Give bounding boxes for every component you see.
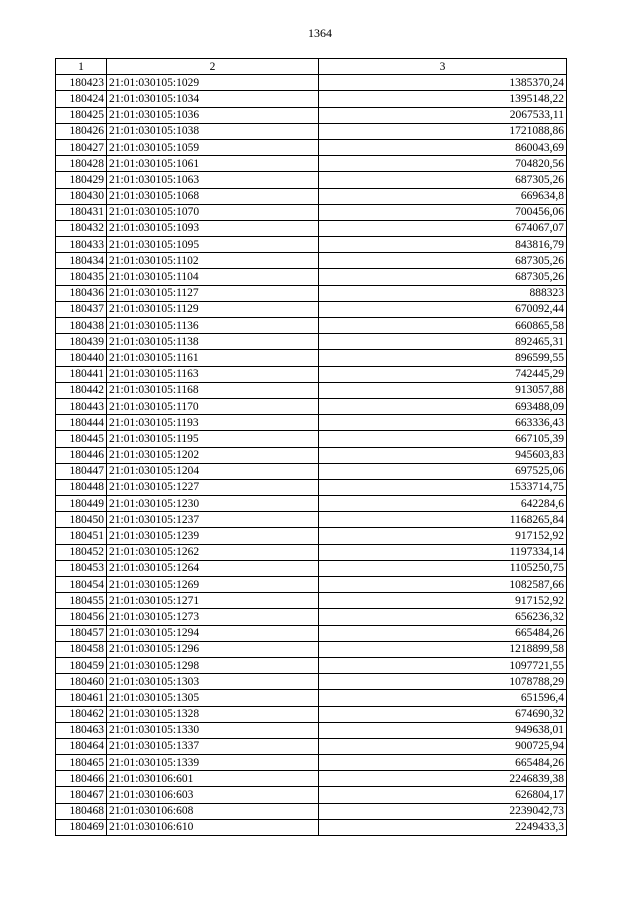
cadastral-number: 21:01:030105:1239 xyxy=(107,528,319,544)
cadastral-value: 1082587,66 xyxy=(319,577,567,593)
cadastral-number: 21:01:030105:1036 xyxy=(107,107,319,123)
cadastral-value: 665484,26 xyxy=(319,755,567,771)
row-number: 180434 xyxy=(56,253,107,269)
table-row xyxy=(56,738,567,754)
row-number: 180427 xyxy=(56,139,107,155)
table-row xyxy=(56,172,567,188)
cadastral-value: 2239042,73 xyxy=(319,803,567,819)
table-row xyxy=(56,771,567,787)
cadastral-value: 1721088,86 xyxy=(319,123,567,139)
table-row xyxy=(56,544,567,560)
table-row xyxy=(56,366,567,382)
row-number: 180437 xyxy=(56,301,107,317)
row-number: 180429 xyxy=(56,172,107,188)
cadastral-value: 656236,32 xyxy=(319,609,567,625)
table-row xyxy=(56,188,567,204)
cadastral-number: 21:01:030105:1294 xyxy=(107,625,319,641)
row-number: 180435 xyxy=(56,269,107,285)
cadastral-value: 626804,17 xyxy=(319,787,567,803)
row-number: 180454 xyxy=(56,577,107,593)
row-number: 180440 xyxy=(56,350,107,366)
table-row xyxy=(56,479,567,495)
cadastral-number: 21:01:030105:1204 xyxy=(107,463,319,479)
cadastral-value: 900725,94 xyxy=(319,738,567,754)
table-row xyxy=(56,657,567,673)
cadastral-number: 21:01:030105:1095 xyxy=(107,237,319,253)
table-row xyxy=(56,577,567,593)
cadastral-number: 21:01:030105:1273 xyxy=(107,609,319,625)
cadastral-value: 917152,92 xyxy=(319,593,567,609)
table-row xyxy=(56,204,567,220)
cadastral-value: 1168265,84 xyxy=(319,512,567,528)
cadastral-value: 687305,26 xyxy=(319,253,567,269)
cadastral-number: 21:01:030105:1127 xyxy=(107,285,319,301)
row-number: 180469 xyxy=(56,819,107,835)
cadastral-value: 2249433,3 xyxy=(319,819,567,835)
row-number: 180457 xyxy=(56,625,107,641)
row-number: 180461 xyxy=(56,690,107,706)
row-number: 180432 xyxy=(56,220,107,236)
table-row xyxy=(56,415,567,431)
table-row xyxy=(56,674,567,690)
cadastral-value: 697525,06 xyxy=(319,463,567,479)
row-number: 180456 xyxy=(56,609,107,625)
cadastral-value: 892465,31 xyxy=(319,334,567,350)
cadastral-number: 21:01:030105:1104 xyxy=(107,269,319,285)
cadastral-value: 663336,43 xyxy=(319,415,567,431)
cadastral-value: 669634,8 xyxy=(319,188,567,204)
cadastral-number: 21:01:030105:1136 xyxy=(107,318,319,334)
cadastral-value: 917152,92 xyxy=(319,528,567,544)
cadastral-number: 21:01:030105:1328 xyxy=(107,706,319,722)
cadastral-value: 700456,06 xyxy=(319,204,567,220)
cadastral-value: 896599,55 xyxy=(319,350,567,366)
cadastral-value: 843816,79 xyxy=(319,237,567,253)
row-number: 180467 xyxy=(56,787,107,803)
cadastral-number: 21:01:030105:1063 xyxy=(107,172,319,188)
row-number: 180428 xyxy=(56,156,107,172)
cadastral-number: 21:01:030105:1262 xyxy=(107,544,319,560)
row-number: 180453 xyxy=(56,560,107,576)
row-number: 180448 xyxy=(56,479,107,495)
cadastral-number: 21:01:030105:1296 xyxy=(107,641,319,657)
table-row xyxy=(56,269,567,285)
row-number: 180444 xyxy=(56,415,107,431)
cadastral-number: 21:01:030105:1038 xyxy=(107,123,319,139)
row-number: 180462 xyxy=(56,706,107,722)
cadastral-value: 913057,88 xyxy=(319,382,567,398)
row-number: 180464 xyxy=(56,738,107,754)
cadastral-number: 21:01:030105:1271 xyxy=(107,593,319,609)
row-number: 180458 xyxy=(56,641,107,657)
cadastral-value: 860043,69 xyxy=(319,139,567,155)
cadastral-number: 21:01:030105:1227 xyxy=(107,479,319,495)
cadastral-number: 21:01:030105:1034 xyxy=(107,91,319,107)
row-number: 180423 xyxy=(56,75,107,91)
cadastral-number: 21:01:030105:1129 xyxy=(107,301,319,317)
cadastral-value: 670092,44 xyxy=(319,301,567,317)
table-row xyxy=(56,382,567,398)
table-body xyxy=(56,75,567,836)
row-number: 180431 xyxy=(56,204,107,220)
cadastral-number: 21:01:030105:1170 xyxy=(107,398,319,414)
cadastral-number: 21:01:030106:603 xyxy=(107,787,319,803)
cadastral-number: 21:01:030105:1061 xyxy=(107,156,319,172)
cadastral-number: 21:01:030106:610 xyxy=(107,819,319,835)
table-row xyxy=(56,463,567,479)
cadastral-value: 651596,4 xyxy=(319,690,567,706)
table-row xyxy=(56,431,567,447)
cadastral-value: 665484,26 xyxy=(319,625,567,641)
table-header-row xyxy=(56,59,567,75)
row-number: 180426 xyxy=(56,123,107,139)
cadastral-value: 667105,39 xyxy=(319,431,567,447)
table-row xyxy=(56,803,567,819)
table-row xyxy=(56,625,567,641)
cadastral-value: 888323 xyxy=(319,285,567,301)
row-number: 180424 xyxy=(56,91,107,107)
table-row xyxy=(56,690,567,706)
cadastral-number: 21:01:030105:1195 xyxy=(107,431,319,447)
row-number: 180450 xyxy=(56,512,107,528)
row-number: 180455 xyxy=(56,593,107,609)
cadastral-value: 1218899,58 xyxy=(319,641,567,657)
table-row xyxy=(56,350,567,366)
row-number: 180449 xyxy=(56,496,107,512)
cadastral-value: 1533714,75 xyxy=(319,479,567,495)
table-row xyxy=(56,706,567,722)
row-number: 180443 xyxy=(56,398,107,414)
cadastral-number: 21:01:030105:1070 xyxy=(107,204,319,220)
cadastral-number: 21:01:030105:1163 xyxy=(107,366,319,382)
cadastral-value: 1395148,22 xyxy=(319,91,567,107)
table-row xyxy=(56,447,567,463)
table-row xyxy=(56,285,567,301)
table-row xyxy=(56,156,567,172)
row-number: 180460 xyxy=(56,674,107,690)
table-row xyxy=(56,123,567,139)
row-number: 180447 xyxy=(56,463,107,479)
cadastral-value: 1097721,55 xyxy=(319,657,567,673)
row-number: 180466 xyxy=(56,771,107,787)
cadastral-value: 1078788,29 xyxy=(319,674,567,690)
cadastral-number: 21:01:030105:1303 xyxy=(107,674,319,690)
table-row xyxy=(56,301,567,317)
cadastral-value: 949638,01 xyxy=(319,722,567,738)
cadastral-number: 21:01:030105:1202 xyxy=(107,447,319,463)
cadastral-value: 660865,58 xyxy=(319,318,567,334)
row-number: 180439 xyxy=(56,334,107,350)
page-number: 1364 xyxy=(308,26,332,40)
cadastral-value: 2246839,38 xyxy=(319,771,567,787)
cadastral-number: 21:01:030105:1168 xyxy=(107,382,319,398)
row-number: 180451 xyxy=(56,528,107,544)
table-row xyxy=(56,398,567,414)
cadastral-number: 21:01:030105:1298 xyxy=(107,657,319,673)
cadastral-number: 21:01:030106:601 xyxy=(107,771,319,787)
cadastral-value: 704820,56 xyxy=(319,156,567,172)
cadastral-number: 21:01:030105:1269 xyxy=(107,577,319,593)
cadastral-value: 674067,07 xyxy=(319,220,567,236)
cadastral-number: 21:01:030105:1059 xyxy=(107,139,319,155)
table-row xyxy=(56,220,567,236)
column-header-3: 3 xyxy=(319,59,567,75)
row-number: 180438 xyxy=(56,318,107,334)
cadastral-number: 21:01:030105:1068 xyxy=(107,188,319,204)
table-row xyxy=(56,107,567,123)
row-number: 180446 xyxy=(56,447,107,463)
table-row xyxy=(56,318,567,334)
cadastral-value: 674690,32 xyxy=(319,706,567,722)
table-row xyxy=(56,75,567,91)
table-row xyxy=(56,139,567,155)
row-number: 180468 xyxy=(56,803,107,819)
cadastral-number: 21:01:030105:1337 xyxy=(107,738,319,754)
cadastral-value: 687305,26 xyxy=(319,269,567,285)
cadastral-value: 693488,09 xyxy=(319,398,567,414)
cadastral-value: 642284,6 xyxy=(319,496,567,512)
row-number: 180436 xyxy=(56,285,107,301)
table-row xyxy=(56,787,567,803)
row-number: 180433 xyxy=(56,237,107,253)
table-row xyxy=(56,334,567,350)
table-row xyxy=(56,91,567,107)
cadastral-number: 21:01:030105:1029 xyxy=(107,75,319,91)
cadastral-table xyxy=(55,58,567,836)
table-row xyxy=(56,593,567,609)
cadastral-number: 21:01:030105:1230 xyxy=(107,496,319,512)
cadastral-value: 1105250,75 xyxy=(319,560,567,576)
cadastral-number: 21:01:030106:608 xyxy=(107,803,319,819)
cadastral-number: 21:01:030105:1193 xyxy=(107,415,319,431)
table-row xyxy=(56,641,567,657)
table-row xyxy=(56,496,567,512)
table-row xyxy=(56,609,567,625)
cadastral-number: 21:01:030105:1339 xyxy=(107,755,319,771)
cadastral-number: 21:01:030105:1093 xyxy=(107,220,319,236)
row-number: 180441 xyxy=(56,366,107,382)
table-row xyxy=(56,755,567,771)
table-row xyxy=(56,560,567,576)
table-row xyxy=(56,722,567,738)
row-number: 180465 xyxy=(56,755,107,771)
cadastral-number: 21:01:030105:1138 xyxy=(107,334,319,350)
cadastral-number: 21:01:030105:1102 xyxy=(107,253,319,269)
cadastral-value: 1385370,24 xyxy=(319,75,567,91)
row-number: 180442 xyxy=(56,382,107,398)
cadastral-number: 21:01:030105:1161 xyxy=(107,350,319,366)
row-number: 180425 xyxy=(56,107,107,123)
column-header-1: 1 xyxy=(56,59,107,75)
cadastral-number: 21:01:030105:1237 xyxy=(107,512,319,528)
cadastral-number: 21:01:030105:1330 xyxy=(107,722,319,738)
table-row xyxy=(56,528,567,544)
column-header-2: 2 xyxy=(107,59,319,75)
table-row xyxy=(56,237,567,253)
cadastral-value: 945603,83 xyxy=(319,447,567,463)
row-number: 180452 xyxy=(56,544,107,560)
cadastral-value: 1197334,14 xyxy=(319,544,567,560)
cadastral-number: 21:01:030105:1305 xyxy=(107,690,319,706)
cadastral-value: 742445,29 xyxy=(319,366,567,382)
row-number: 180445 xyxy=(56,431,107,447)
row-number: 180459 xyxy=(56,657,107,673)
cadastral-number: 21:01:030105:1264 xyxy=(107,560,319,576)
row-number: 180463 xyxy=(56,722,107,738)
cadastral-value: 2067533,11 xyxy=(319,107,567,123)
table-row xyxy=(56,512,567,528)
row-number: 180430 xyxy=(56,188,107,204)
cadastral-value: 687305,26 xyxy=(319,172,567,188)
table-row xyxy=(56,253,567,269)
table-row xyxy=(56,819,567,835)
